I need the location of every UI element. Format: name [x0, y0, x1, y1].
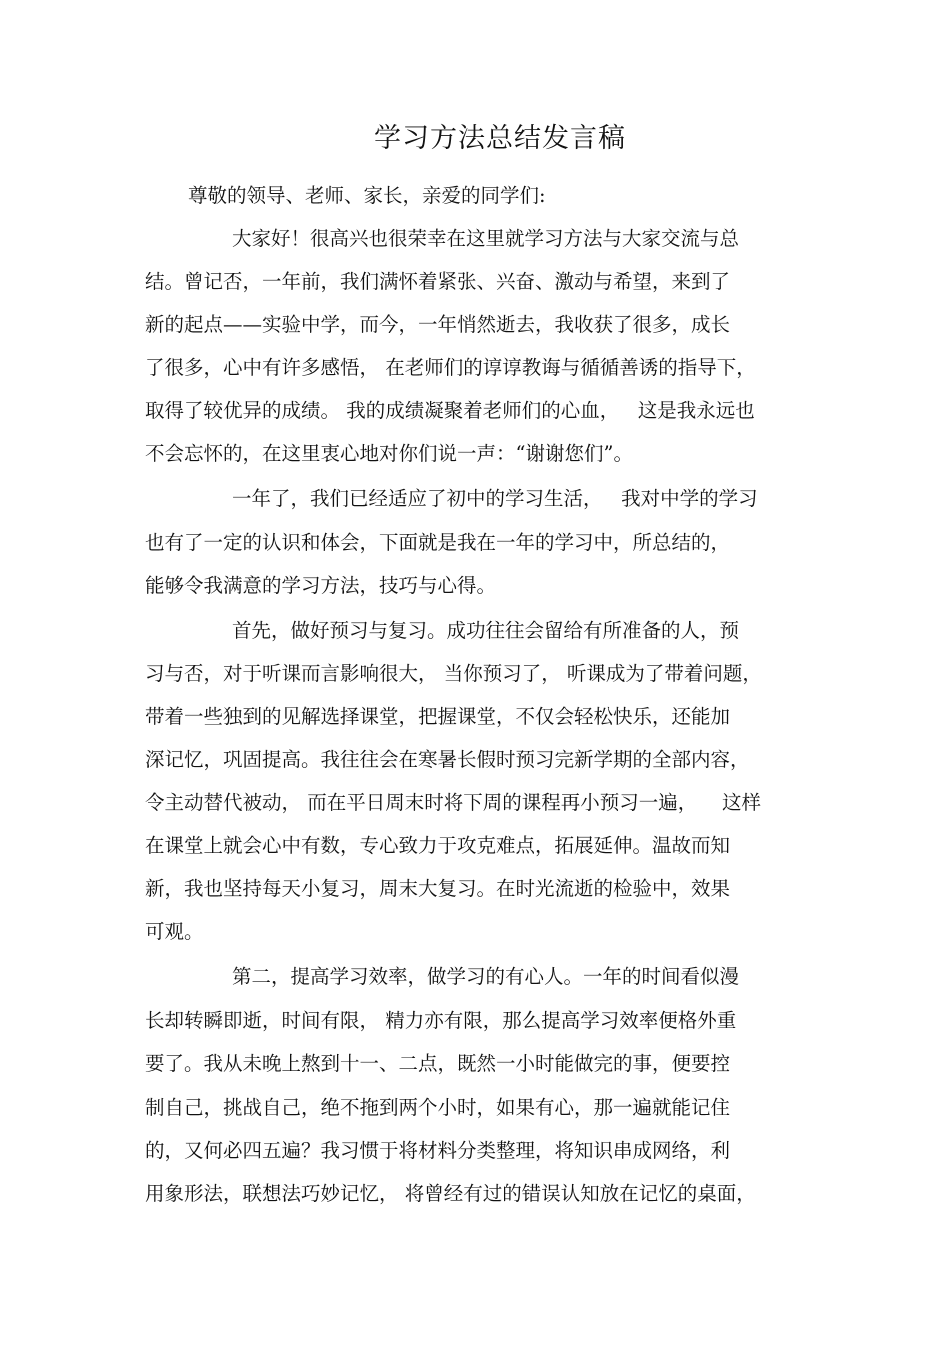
paragraph-line: 结。曾记否，一年前，我们满怀着紧张、兴奋、激动与希望，来到了	[145, 270, 731, 293]
paragraph-line: 深记忆，巩固提高。我往往会在寒暑长假时预习完新学期的全部内容，	[145, 748, 750, 771]
paragraph-line: 一年了，我们已经适应了初中的学习生活， 我对中学的学习	[232, 487, 758, 510]
paragraph-line: 第二，提高学习效率，做学习的有心人。一年的时间看似漫	[232, 965, 740, 988]
paragraph-line: 新的起点——实验中学，而今，一年悄然逝去，我收获了很多，成长	[145, 313, 731, 336]
paragraph-line: 的，又何必四五遍？我习惯于将材料分类整理，将知识串成网络，利	[145, 1139, 731, 1162]
paragraph-line: 能够令我满意的学习方法，技巧与心得。	[145, 574, 497, 597]
paragraph-line: 用象形法，联想法巧妙记忆， 将曾经有过的错误认知放在记忆的桌面，	[145, 1182, 756, 1205]
paragraph-line: 长却转瞬即逝，时间有限， 精力亦有限，那么提高学习效率便格外重	[145, 1009, 737, 1032]
paragraph-line: 也有了一定的认识和体会，下面就是我在一年的学习中，所总结的，	[145, 531, 731, 554]
paragraph-line: 令主动替代被动， 而在平日周末时将下周的课程再小预习一遍， 这样	[145, 791, 761, 814]
paragraph-line: 了很多，心中有许多感悟， 在老师们的谆谆教诲与循循善诱的指导下，	[145, 356, 756, 379]
paragraph-line: 制自己，挑战自己，绝不拖到两个小时，如果有心，那一遍就能记住	[145, 1096, 731, 1119]
paragraph-line: 可观。	[145, 920, 204, 943]
paragraph-line: 习与否，对于听课而言影响很大， 当你预习了， 听课成为了带着问题，	[145, 662, 762, 685]
document-title: 学习方法总结发言稿	[374, 123, 626, 154]
paragraph-line: 在课堂上就会心中有数，专心致力于攻克难点，拓展延伸。温故而知	[145, 834, 731, 857]
paragraph-line: 要了。我从未晚上熬到十一、二点，既然一小时能做完的事，便要控	[145, 1052, 731, 1075]
paragraph-line: 大家好！很高兴也很荣幸在这里就学习方法与大家交流与总	[232, 227, 740, 250]
paragraph-line: 带着一些独到的见解选择课堂，把握课堂，不仅会轻松快乐，还能加	[145, 705, 731, 728]
paragraph-line: 首先，做好预习与复习。成功往往会留给有所准备的人，预	[232, 619, 740, 642]
paragraph-line: 不会忘怀的，在这里衷心地对你们说一声：“谢谢您们”。	[145, 442, 633, 465]
paragraph-line: 取得了较优异的成绩。 我的成绩凝聚着老师们的心血， 这是我永远也	[145, 399, 755, 422]
salutation-line: 尊敬的领导、老师、家长，亲爱的同学们:	[188, 184, 546, 207]
paragraph-line: 新，我也坚持每天小复习，周末大复习。在时光流逝的检验中，效果	[145, 877, 731, 900]
